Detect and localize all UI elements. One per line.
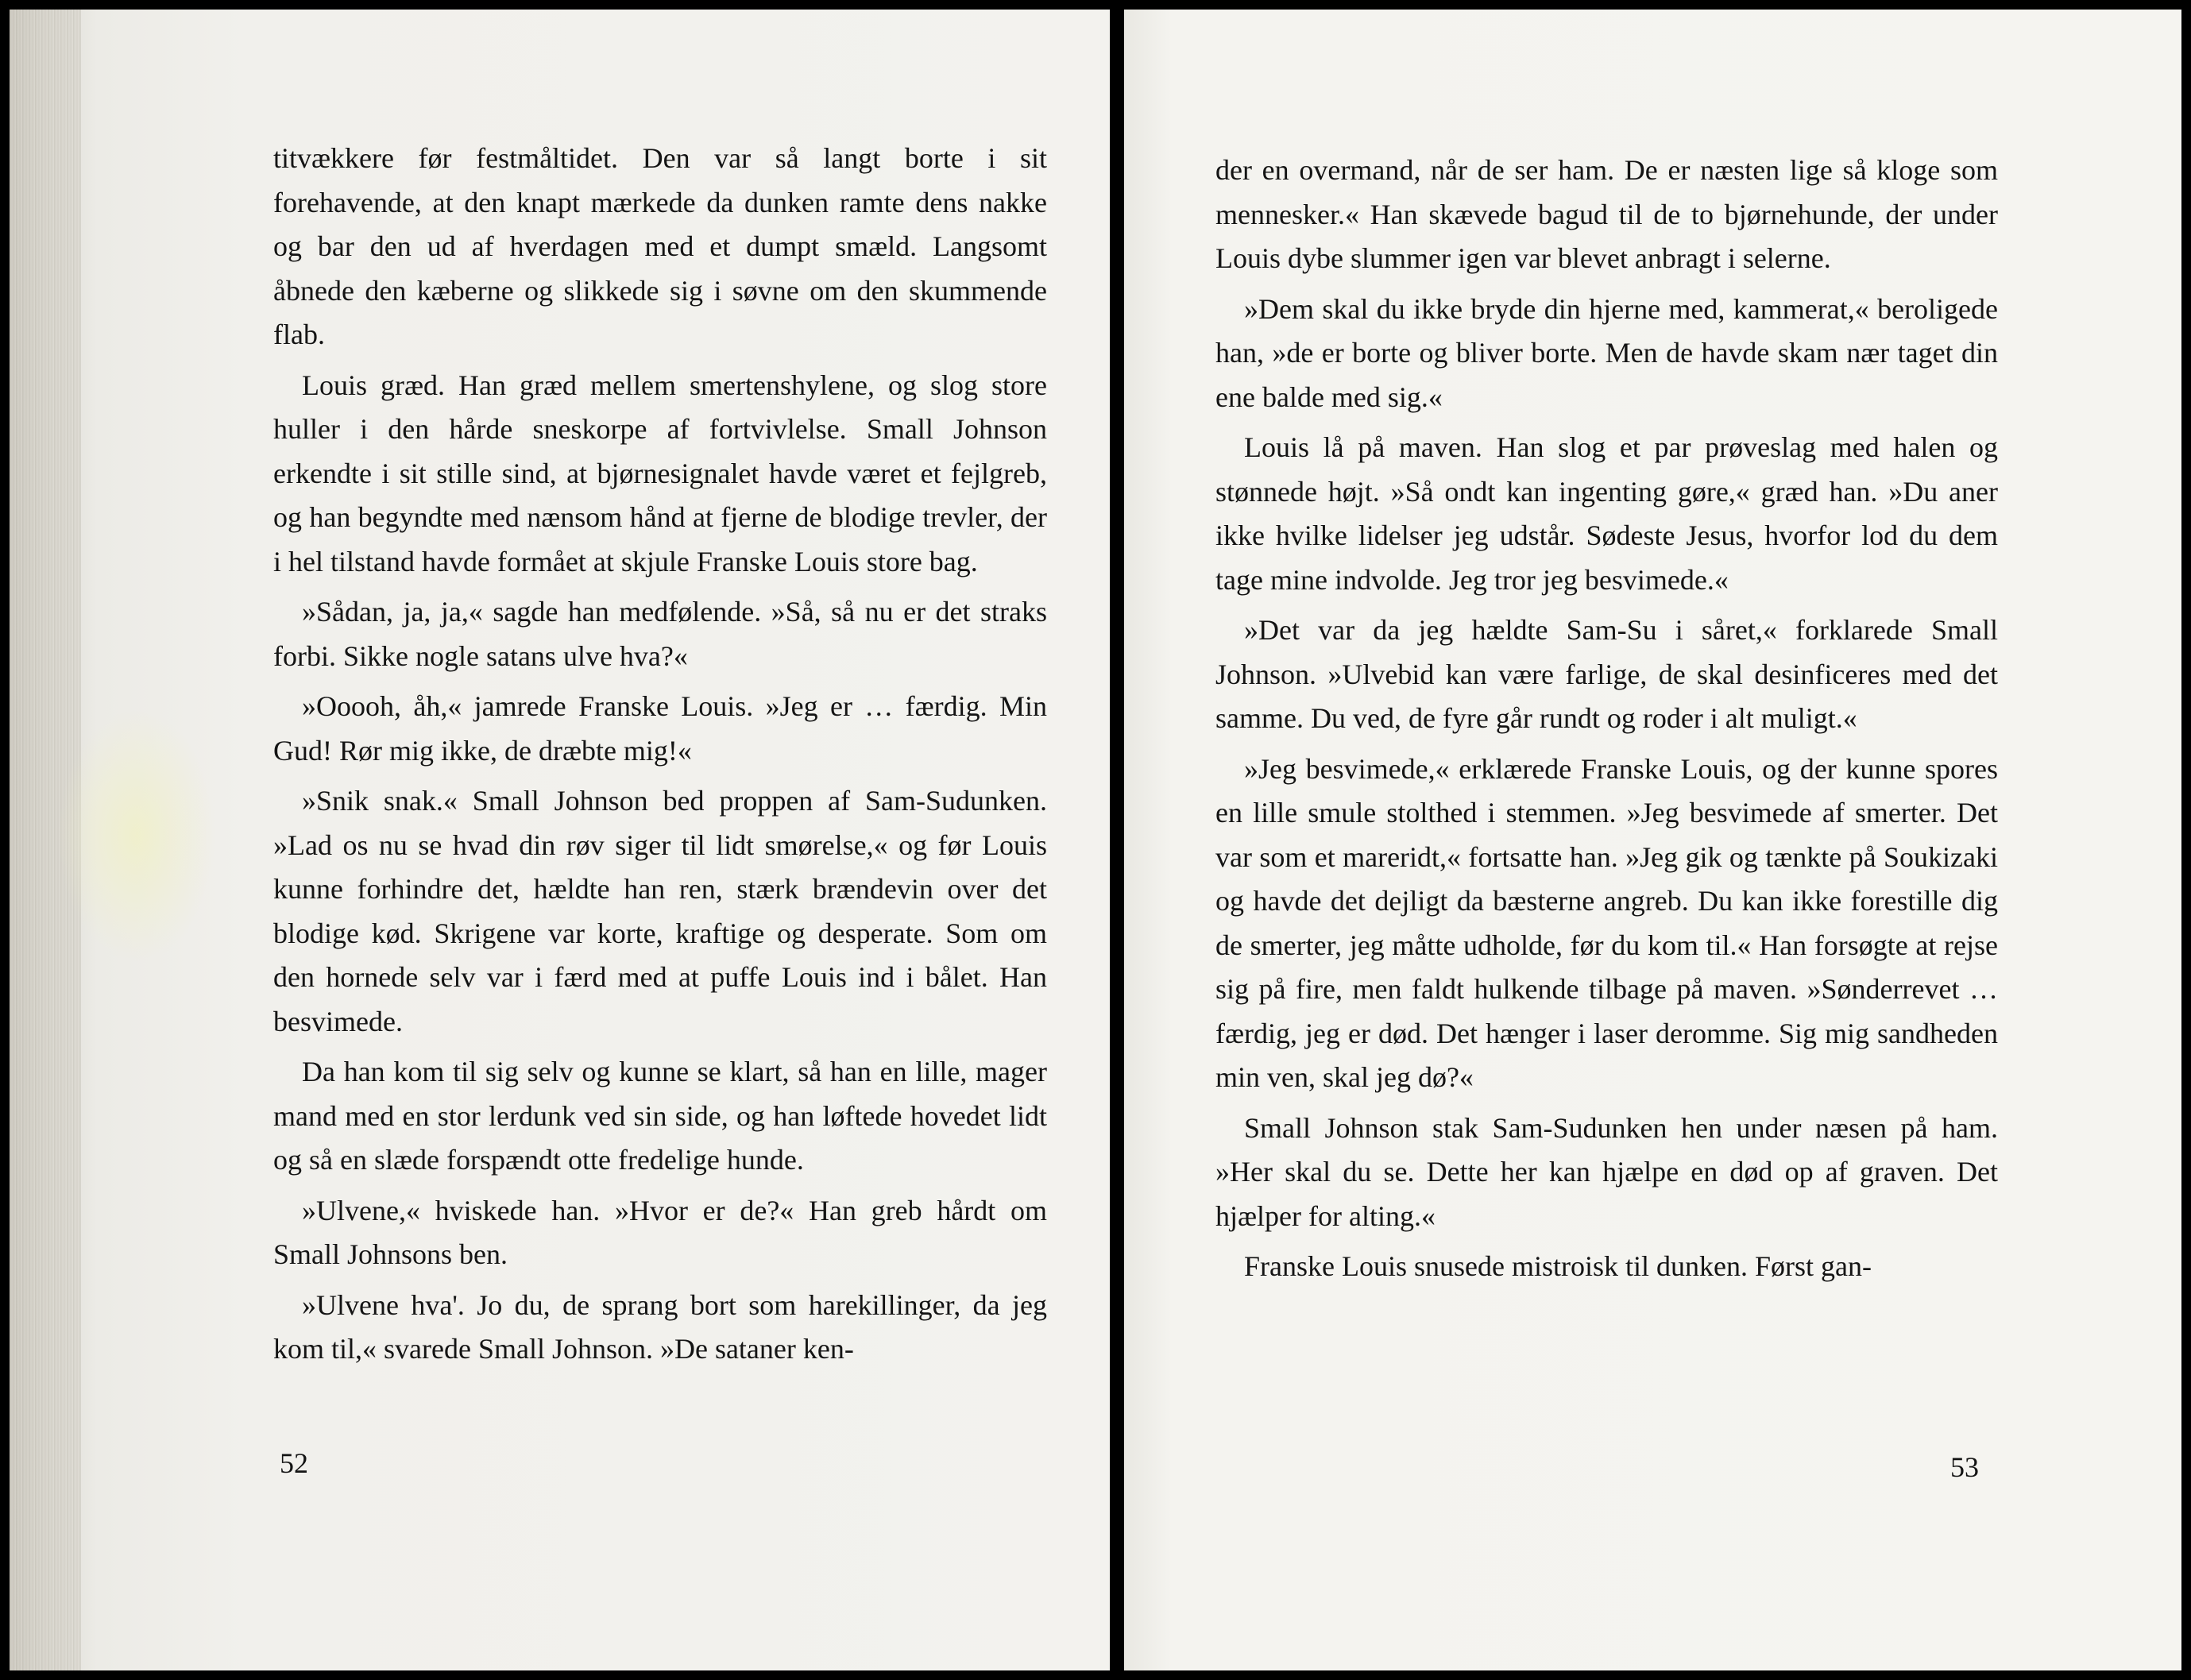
paragraph: »Ooooh, åh,« jamrede Franske Louis. »Jeg er … færdig. Min Gud! Rør mig ikke, de dræbte mig!«	[273, 690, 1047, 767]
right-page	[1124, 10, 2181, 1670]
paragraph: Louis lå på maven. Han slog et par prøveslag med halen og stønnede højt. »Så ondt kan ingenting gøre,« græd han. »Du aner ikke hvilke lidelser jeg udstår. Sødeste Jesus, hvorfor lod du dem tage mine indvolde. Jeg tror jeg besvimede.«	[1215, 431, 1998, 596]
left-page	[10, 10, 1110, 1670]
light-glare	[57, 709, 216, 963]
right-page-text	[1215, 149, 1998, 1289]
paragraph: Small Johnson stak Sam-Sudunken hen under næsen på ham. »Her skal du se. Dette her kan hjælpe en død op af graven. Det hjælper for alting.«	[1215, 1111, 1998, 1232]
paragraph: »Ulvene,« hviskede han. »Hvor er de?« Han greb hårdt om Small Johnsons ben.	[273, 1194, 1047, 1270]
paragraph: Da han kom til sig selv og kunne se klart, så han en lille, mager mand med en stor lerdunk ved sin side, og han løftede hovedet lidt og så en slæde forspændt otte fredelige hunde.	[273, 1056, 1047, 1176]
paragraph: der en overmand, når de ser ham. De er næsten lige så kloge som mennesker.« Han skævede bagud til de to bjørnehunde, der under Louis dybe slummer igen var blevet anbragt i selerne.	[1215, 154, 1998, 274]
paragraph: »Jeg besvimede,« erklærede Franske Louis, og der kunne spores en lille smule stolthed i stemmen. »Jeg besvimede af smerter. Det var som et mareridt,« fortsatte han. »Jeg gik og tænkte på Soukizaki og havde det dejligt da bæsterne angreb. Du kan ikke forestille dig de smerter, jeg måtte udholde, før du kom til.« Han forsøgte at rejse sig på fire, men faldt hulkende tilbage på maven. »Sønderrevet … færdig, jeg er død. Det hænger i laser deromme. Sig mig sandheden min ven, skal jeg dø?«	[1215, 752, 1998, 1093]
left-page-text	[273, 137, 1047, 1372]
page-number: 53	[1950, 1451, 1979, 1483]
paragraph: »Dem skal du ikke bryde din hjerne med, kammerat,« beroligede han, »de er borte og bliver borte. Men de havde skam nær taget din ene balde med sig.«	[1215, 292, 1998, 413]
paragraph: titvækkere før festmåltidet. Den var så langt borte i sit forehavende, at den knapt mærkede da dunken ramte dens nakke og bar den ud af hverdagen med et dumpt smæld. Langsomt åbnede den kæberne og slikkede sig i søvne om den skummende flab.	[273, 142, 1047, 350]
page-number: 52	[280, 1447, 308, 1479]
paragraph: »Sådan, ja, ja,« sagde han medfølende. »Så, så nu er det straks forbi. Sikke nogle satans ulve hva?«	[273, 596, 1047, 672]
paragraph: Franske Louis snusede mistroisk til dunken. Først gan-	[1244, 1250, 1872, 1282]
paragraph: Louis græd. Han græd mellem smertenshylene, og slog store huller i den hårde sneskorpe af fortvivlelse. Small Johnson erkendte i sit stille sind, at bjørnesignalet havde været et fejlgreb, og han begyndte med nænsom hånd at fjerne de blodige trevler, der i hel tilstand havde formået at skjule Franske Louis store bag.	[273, 369, 1047, 577]
paragraph: »Ulvene hva'. Jo du, de sprang bort som harekillinger, da jeg kom til,« svarede Small Johnson. »De sataner ken-	[273, 1288, 1047, 1365]
paragraph: »Snik snak.« Small Johnson bed proppen af Sam-Sudunken. »Lad os nu se hvad din røv siger til lidt smørelse,« og før Louis kunne forhindre det, hældte han ren, stærk brændevin over det blodige kød. Skrigene var korte, kraftige og desperate. Som om den hornede selv var i færd med at puffe Louis ind i bålet. Han besvimede.	[273, 785, 1047, 1037]
paragraph: »Det var da jeg hældte Sam-Su i såret,« forklarede Small Johnson. »Ulvebid kan være farlige, de skal desinficeres med det samme. Du ved, de fyre går rundt og roder i alt muligt.«	[1215, 614, 1998, 734]
